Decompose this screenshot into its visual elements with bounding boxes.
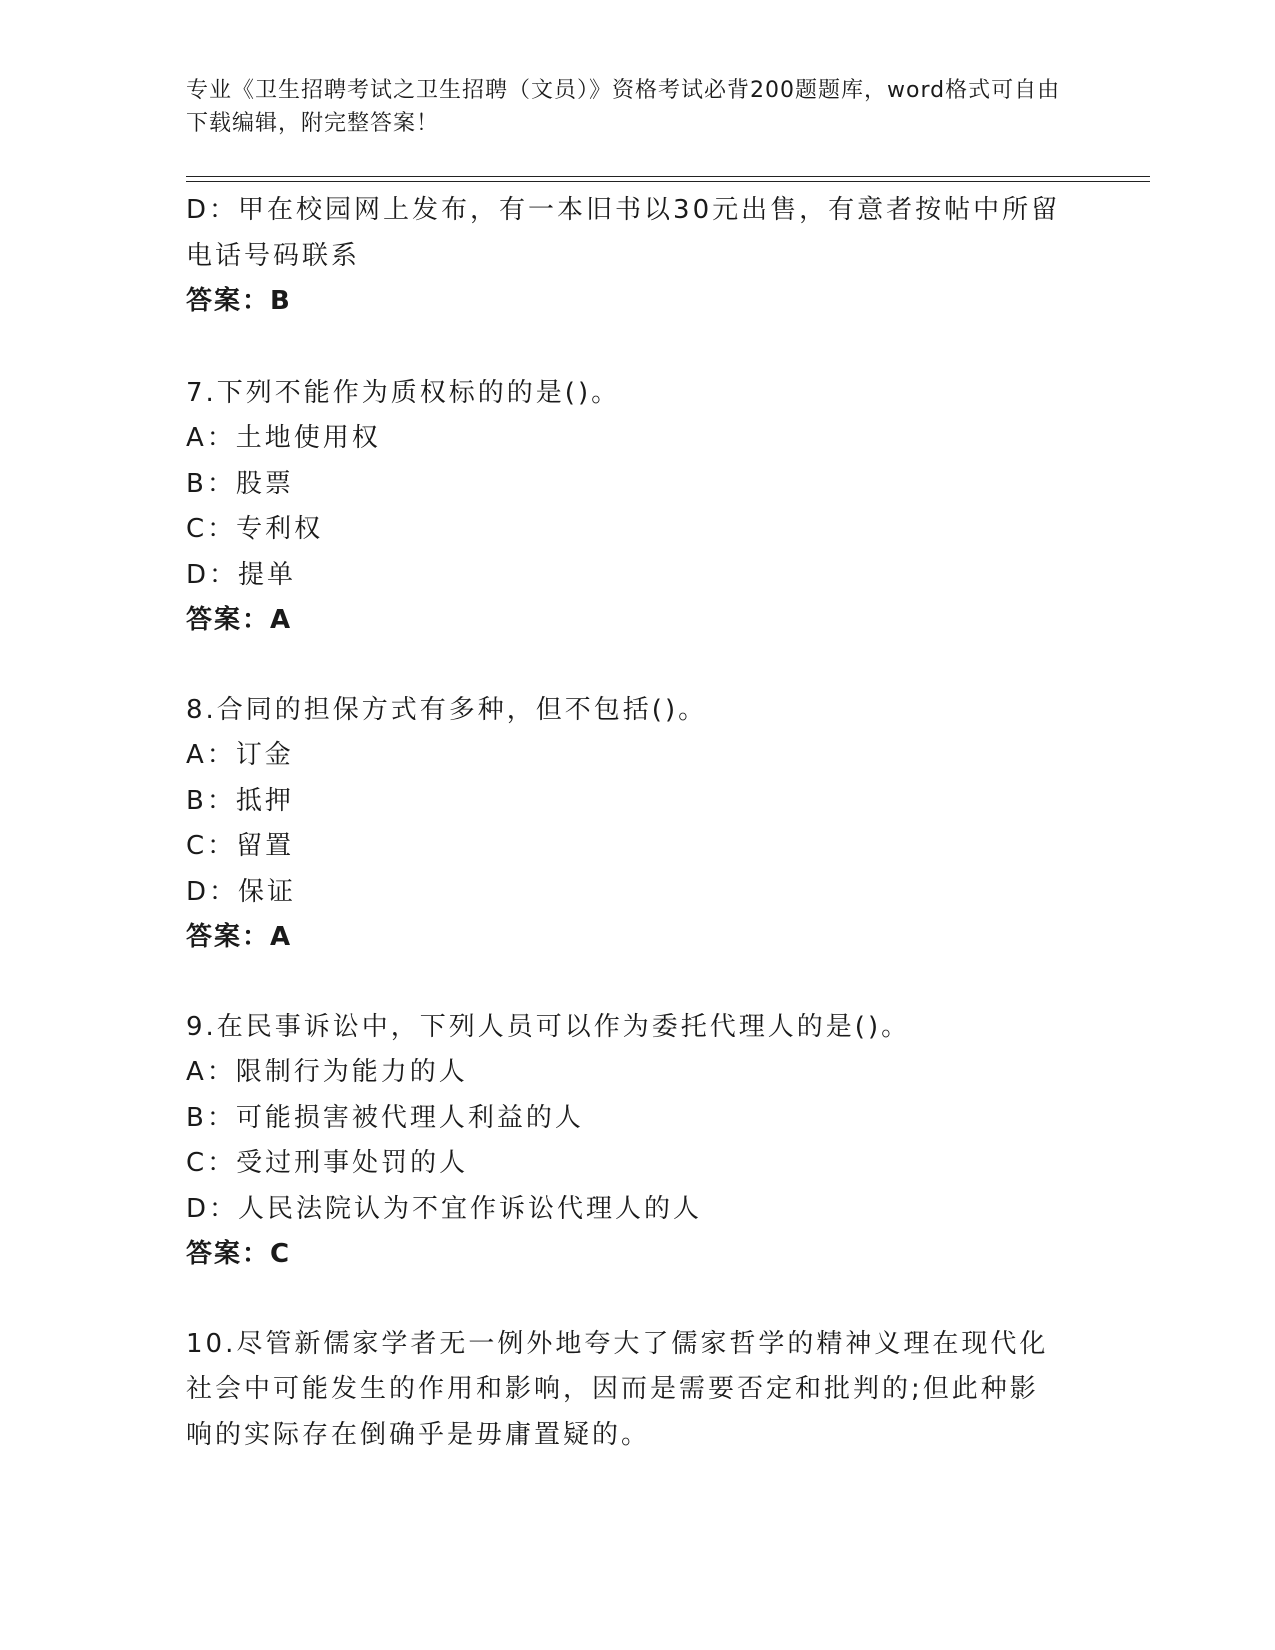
option-b: B：抵押 [186, 785, 294, 816]
question-stem: 7.下列不能作为质权标的的是()。 [186, 377, 621, 408]
spacer [186, 961, 1086, 1005]
question-9 [186, 1005, 1086, 1278]
spacer [186, 325, 1086, 371]
spacer [186, 644, 1086, 688]
question-content [186, 188, 1086, 1458]
answer: 答案：A [186, 922, 293, 952]
option-c: C：专利权 [186, 514, 324, 544]
option-d: D：人民法院认为不宜作诉讼代理人的人 [186, 1193, 703, 1224]
option-b: B：股票 [186, 468, 294, 499]
option-a: A：土地使用权 [186, 423, 381, 453]
question-10 [186, 1322, 1086, 1459]
document-header: 专业《卫生招聘考试之卫生招聘（文员）》资格考试必背200题题库，word格式可自由下载编辑，附完整答案！ [186, 78, 1061, 136]
prev-option-d: D：甲在校园网上发布，有一本旧书以30元出售，有意者按帖中所留电话号码联系 [186, 195, 1061, 271]
answer: 答案：A [186, 605, 293, 635]
question-8 [186, 688, 1086, 961]
header-divider [186, 176, 1150, 182]
question-stem: 10.尽管新儒家学者无一例外地夸大了儒家哲学的精神义理在现代化社会中可能发生的作用和影响，因而是需要否定和批判的;但此种影响的实际存在倒确乎是毋庸置疑的。 [186, 1328, 1049, 1450]
question-stem: 8.合同的担保方式有多种，但不包括()。 [186, 694, 708, 725]
prev-answer: 答案：B [186, 286, 292, 316]
option-b: B：可能损害被代理人利益的人 [186, 1102, 584, 1133]
option-c: C：留置 [186, 831, 295, 861]
question-7 [186, 371, 1086, 644]
spacer [186, 1278, 1086, 1322]
option-d: D：保证 [186, 876, 297, 907]
question-stem: 9.在民事诉讼中，下列人员可以作为委托代理人的是()。 [186, 1011, 911, 1042]
option-d: D：提单 [186, 559, 297, 590]
option-a: A：订金 [186, 740, 294, 770]
option-a: A：限制行为能力的人 [186, 1057, 468, 1087]
option-c: C：受过刑事处罚的人 [186, 1148, 469, 1178]
answer: 答案：C [186, 1239, 292, 1269]
